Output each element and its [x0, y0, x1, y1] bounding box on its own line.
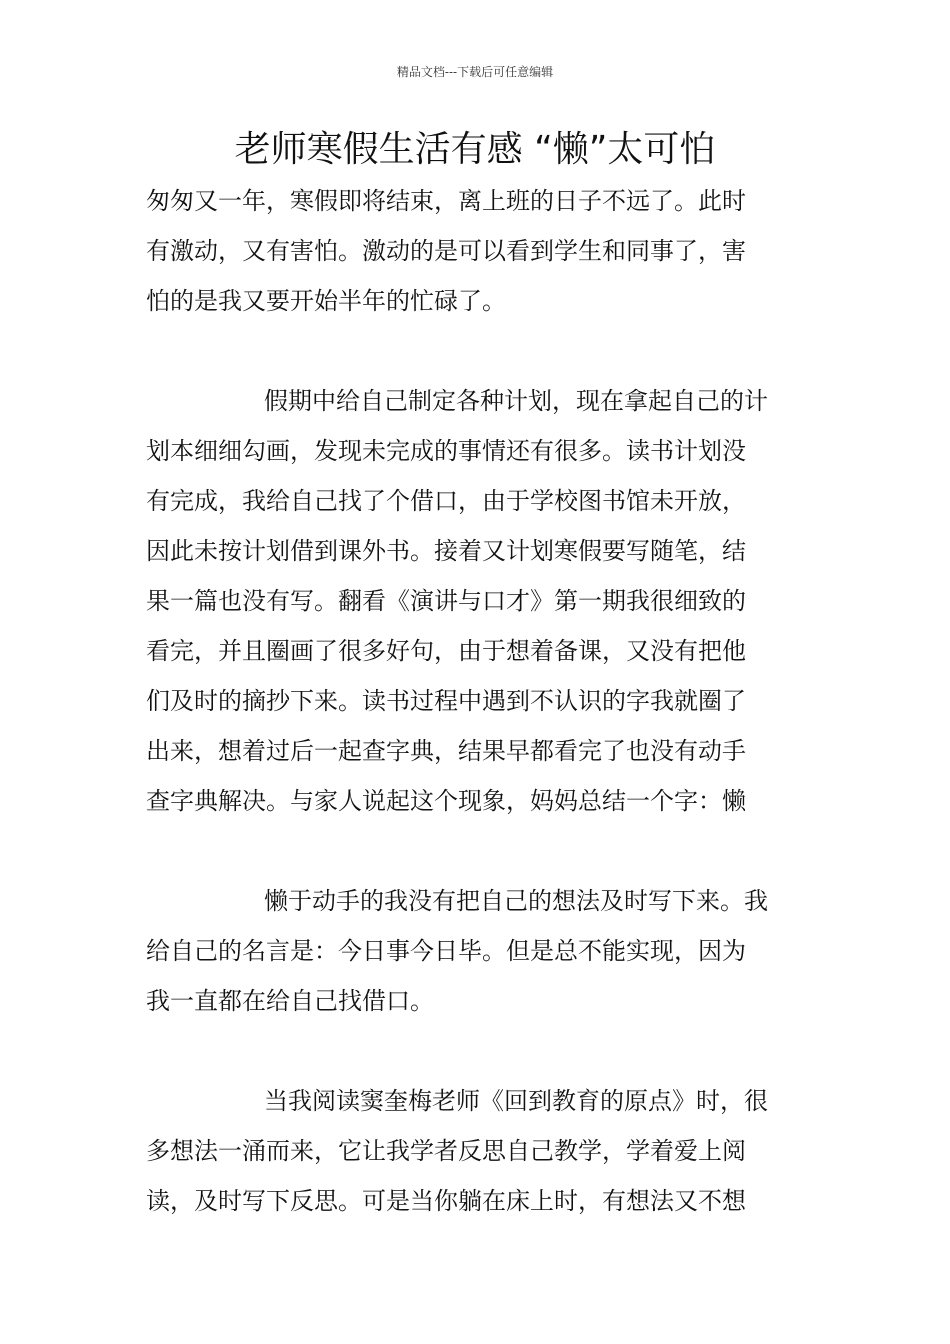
paragraph-2 [146, 376, 806, 826]
paragraph-line: 怕的是我又要开始半年的忙碌了。 [146, 287, 506, 315]
paragraph-1 [146, 176, 806, 326]
header-note: 精品文档---下载后可任意编辑 [396, 65, 554, 79]
paragraph-line: 懒于动手的我没有把自己的想法及时写下来。我 [264, 887, 768, 915]
paragraph-line: 划本细细勾画，发现未完成的事情还有很多。读书计划没 [146, 437, 746, 465]
document-body [146, 176, 806, 1226]
paragraph-line: 多想法一涌而来，它让我学者反思自己教学，学着爱上阅 [146, 1137, 746, 1165]
paragraph-gap [146, 826, 806, 876]
paragraph-3 [146, 876, 806, 1026]
paragraph-line: 们及时的摘抄下来。读书过程中遇到不认识的字我就圈了 [146, 687, 746, 715]
paragraph-line: 当我阅读窦奎梅老师《回到教育的原点》时，很 [264, 1087, 768, 1115]
paragraph-gap [146, 1026, 806, 1076]
paragraph-line: 匆匆又一年，寒假即将结束，离上班的日子不远了。此时 [146, 187, 746, 215]
paragraph-line: 出来，想着过后一起查字典，结果早都看完了也没有动手 [146, 737, 746, 765]
paragraph-4 [146, 1076, 806, 1226]
paragraph-line: 假期中给自己制定各种计划，现在拿起自己的计 [264, 387, 768, 415]
page-title: 老师寒假生活有感 “懒”太可怕 [234, 129, 716, 170]
paragraph-line: 果一篇也没有写。翻看《演讲与口才》第一期我很细致的 [146, 587, 746, 615]
paragraph-line: 查字典解决。与家人说起这个现象，妈妈总结一个字：懒 [146, 787, 746, 815]
paragraph-line: 给自己的名言是：今日事今日毕。但是总不能实现，因为 [146, 937, 746, 965]
paragraph-line: 读，及时写下反思。可是当你躺在床上时，有想法又不想 [146, 1187, 746, 1215]
paragraph-gap [146, 326, 806, 376]
paragraph-line: 有完成，我给自己找了个借口，由于学校图书馆未开放， [146, 487, 746, 515]
paragraph-line: 我一直都在给自己找借口。 [146, 987, 434, 1015]
paragraph-line: 因此未按计划借到课外书。接着又计划寒假要写随笔，结 [146, 537, 746, 565]
paragraph-line: 有激动，又有害怕。激动的是可以看到学生和同事了，害 [146, 237, 746, 265]
paragraph-line: 看完，并且圈画了很多好句，由于想着备课，又没有把他 [146, 637, 746, 665]
